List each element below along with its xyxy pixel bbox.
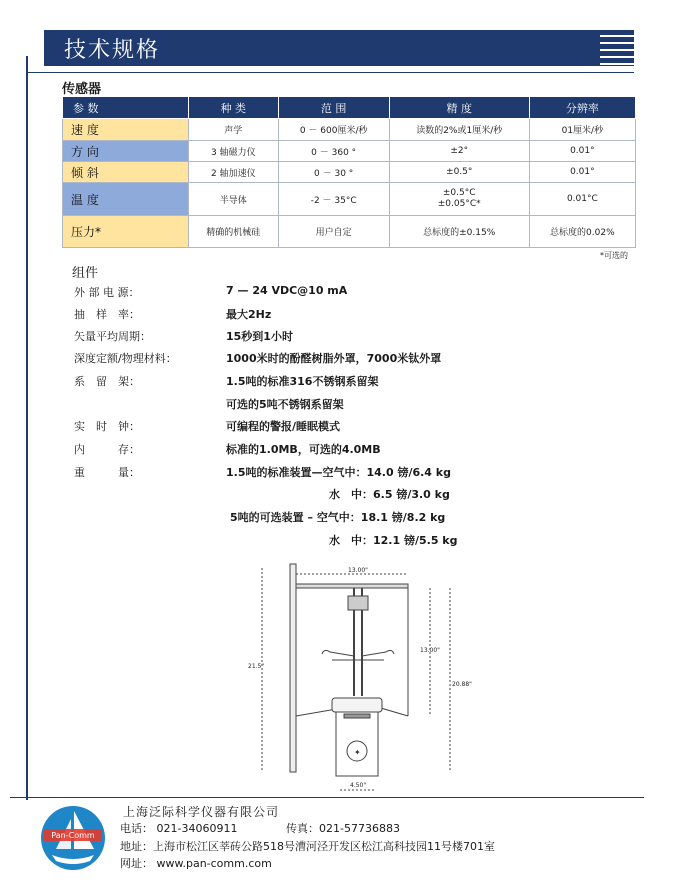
component-row — [74, 328, 634, 344]
header-stripes — [600, 30, 660, 66]
component-label: 系 留 架： — [74, 375, 140, 388]
component-value: 1.5吨的标准装置—空气中：14.0 镑/6.4 kg — [226, 466, 451, 479]
component-value: 标准的1.0MB，可选的4.0MB — [226, 443, 381, 456]
row-param: 温 度 — [63, 183, 189, 216]
component-row — [74, 350, 634, 366]
weight-line: 水 中：12.1 镑/5.5 kg — [329, 534, 458, 547]
component-row — [74, 306, 634, 322]
component-row — [74, 284, 634, 300]
footer-divider — [10, 797, 644, 798]
mooring-frame-diagram — [244, 556, 484, 796]
row-type: 精确的机械硅 — [189, 216, 279, 248]
col-type: 种 类 — [189, 97, 279, 119]
col-param: 参 数 — [63, 97, 189, 119]
dim-top-label: 13.00" — [348, 567, 368, 574]
row-type: 声学 — [189, 119, 279, 141]
col-accuracy: 精 度 — [389, 97, 529, 119]
col-resolution: 分辨率 — [529, 97, 635, 119]
col-range: 范 围 — [278, 97, 389, 119]
dim-right-inner-label: 13.00" — [420, 647, 440, 654]
table-row — [63, 119, 636, 141]
component-label: 深度定额/物理材料： — [74, 352, 177, 365]
component-value: 可编程的警报/睡眠模式 — [226, 420, 341, 433]
component-row — [74, 396, 634, 412]
sensor-section-title: 传感器 — [62, 82, 102, 97]
row-param: 倾 斜 — [63, 162, 189, 183]
row-resolution: 0.01° — [529, 141, 635, 162]
row-resolution: 0.01°C — [529, 183, 635, 216]
dim-left-label: 21.5" — [248, 663, 265, 670]
row-param: 速 度 — [63, 119, 189, 141]
component-label: 内 存： — [74, 443, 140, 456]
component-label: 重 量： — [74, 466, 140, 479]
row-type: 3 轴磁力仪 — [189, 141, 279, 162]
table-row — [63, 141, 636, 162]
spec-table — [62, 96, 636, 248]
component-label: 抽 样 率： — [74, 308, 140, 321]
company-name: 上海泛际科学仪器有限公司 — [123, 805, 280, 819]
row-range: 0 － 600厘米/秒 — [278, 119, 389, 141]
fax-text: 传真：021-57736883 — [286, 822, 400, 835]
component-value: 1.5吨的标准316不锈钢系留架 — [226, 375, 379, 388]
row-range: -2 － 35°C — [278, 183, 389, 216]
left-rule — [26, 56, 28, 800]
component-value: 15秒到1小时 — [226, 330, 293, 343]
component-value: 最大2Hz — [226, 308, 272, 321]
row-range: 0 － 30 ° — [278, 162, 389, 183]
weight-line: 5吨的可选装置 – 空气中：18.1 镑/8.2 kg — [230, 511, 446, 524]
row-param: 压力* — [63, 216, 189, 248]
row-range: 用户自定 — [278, 216, 389, 248]
logo-text: Pan-Comm — [51, 831, 95, 840]
row-resolution: 总标度的0.02% — [529, 216, 635, 248]
row-type: 2 轴加速仪 — [189, 162, 279, 183]
component-row — [74, 464, 634, 480]
page-title: 技术规格 — [64, 38, 161, 63]
component-label: 实 时 钟： — [74, 420, 140, 433]
dim-bottom-label: 4.50" — [350, 782, 367, 789]
component-value: 1000米时的酚醛树脂外罩，7000米钛外罩 — [226, 352, 442, 365]
row-param: 方 向 — [63, 141, 189, 162]
component-label: 矢量平均周期： — [74, 330, 151, 343]
row-resolution: 0.01° — [529, 162, 635, 183]
row-range: 0 － 360 ° — [278, 141, 389, 162]
dim-right-outer-label: 20.88" — [452, 681, 472, 688]
row-type: 半导体 — [189, 183, 279, 216]
component-value: 可选的5吨不锈钢系留架 — [226, 398, 344, 411]
row-accuracy: ±2° — [389, 141, 529, 162]
header-underline — [28, 72, 634, 73]
component-row — [74, 373, 634, 389]
row-resolution: 01厘米/秒 — [529, 119, 635, 141]
website-text: 网址： www.pan-comm.com — [120, 857, 272, 870]
component-row — [74, 418, 634, 434]
row-accuracy: ±0.5° — [389, 162, 529, 183]
component-label: 外 部 电 源： — [74, 286, 140, 299]
svg-text:✦: ✦ — [354, 748, 361, 757]
table-row — [63, 162, 636, 183]
pan-comm-logo — [40, 805, 106, 871]
component-value: 7 — 24 VDC@10 mA — [226, 284, 348, 297]
row-accuracy: 读数的2%或1厘米/秒 — [389, 119, 529, 141]
row-accuracy: 总标度的±0.15% — [389, 216, 529, 248]
phone-text: 电话： 021-34060911 — [120, 822, 238, 835]
components-title: 组件 — [72, 266, 99, 281]
weight-line: 水 中：6.5 镑/3.0 kg — [329, 488, 450, 501]
table-row — [63, 216, 636, 248]
row-accuracy: ±0.5°C ±0.05°C* — [389, 183, 529, 216]
optional-note: *可选的 — [600, 251, 628, 260]
table-row — [63, 183, 636, 216]
address-text: 地址：上海市松江区莘砖公路518号漕河泾开发区松江高科技园11号楼701室 — [120, 840, 495, 853]
component-row — [74, 441, 634, 457]
